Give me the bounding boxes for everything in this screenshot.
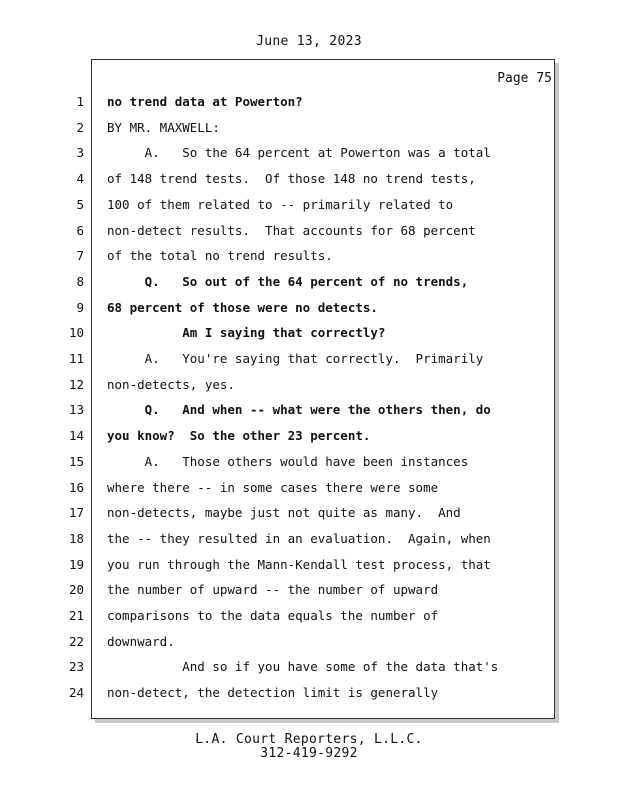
transcript-line: 68 percent of those were no detects. <box>107 300 378 315</box>
transcript-line: you know? So the other 23 percent. <box>107 428 371 443</box>
transcript-date: June 13, 2023 <box>256 34 362 49</box>
transcript-line: Am I saying that correctly? <box>107 325 386 340</box>
line-number: 23 <box>68 659 84 674</box>
line-number: 19 <box>68 557 84 572</box>
transcript-line: non-detect, the detection limit is generally <box>107 685 439 700</box>
line-number: 24 <box>68 685 84 700</box>
line-number: 2 <box>76 120 84 135</box>
transcript-line: A. So the 64 percent at Powerton was a total <box>107 145 491 160</box>
transcript-line: 100 of them related to -- primarily related to <box>107 197 454 212</box>
line-number: 21 <box>68 608 84 623</box>
line-number: 15 <box>68 454 84 469</box>
line-number: 17 <box>68 505 84 520</box>
transcript-line: non-detects, yes. <box>107 377 235 392</box>
page-number: Page 75 <box>497 71 552 86</box>
line-number: 3 <box>76 145 84 160</box>
line-number: 5 <box>76 197 84 212</box>
line-number: 20 <box>68 582 84 597</box>
transcript-line: And so if you have some of the data that's <box>107 659 499 674</box>
transcript-line: Q. And when -- what were the others then, do <box>107 402 491 417</box>
transcript-line: A. Those others would have been instances <box>107 454 469 469</box>
transcript-line: BY MR. MAXWELL: <box>107 120 220 135</box>
transcript-line: of 148 trend tests. Of those 148 no trend tests, <box>107 171 476 186</box>
line-number: 4 <box>76 171 84 186</box>
line-number: 22 <box>68 634 84 649</box>
transcript-line: the number of upward -- the number of upward <box>107 582 439 597</box>
transcript-line: you run through the Mann-Kendall test process, that <box>107 557 491 572</box>
transcript-line: A. You're saying that correctly. Primarily <box>107 351 484 366</box>
line-number: 18 <box>68 531 84 546</box>
line-number: 14 <box>68 428 84 443</box>
transcript-line: of the total no trend results. <box>107 248 333 263</box>
line-number: 11 <box>68 351 84 366</box>
footer <box>0 733 618 761</box>
transcript-line: non-detect results. That accounts for 68 percent <box>107 223 476 238</box>
line-number: 6 <box>76 223 84 238</box>
line-number: 9 <box>76 300 84 315</box>
reporter-company: L.A. Court Reporters, L.L.C. <box>195 732 423 747</box>
line-number: 16 <box>68 480 84 495</box>
transcript-line: the -- they resulted in an evaluation. Again, when <box>107 531 491 546</box>
line-number: 13 <box>68 402 84 417</box>
transcript-line: Q. So out of the 64 percent of no trends, <box>107 274 469 289</box>
transcript-line: where there -- in some cases there were some <box>107 480 439 495</box>
transcript-line: comparisons to the data equals the number of <box>107 608 439 623</box>
transcript-line: downward. <box>107 634 175 649</box>
line-number: 10 <box>68 325 84 340</box>
line-number: 7 <box>76 248 84 263</box>
reporter-phone: 312-419-9292 <box>260 746 358 761</box>
line-number: 12 <box>68 377 84 392</box>
line-number: 8 <box>76 274 84 289</box>
transcript-line: non-detects, maybe just not quite as many. And <box>107 505 461 520</box>
line-number: 1 <box>76 94 84 109</box>
transcript-line: no trend data at Powerton? <box>107 94 303 109</box>
